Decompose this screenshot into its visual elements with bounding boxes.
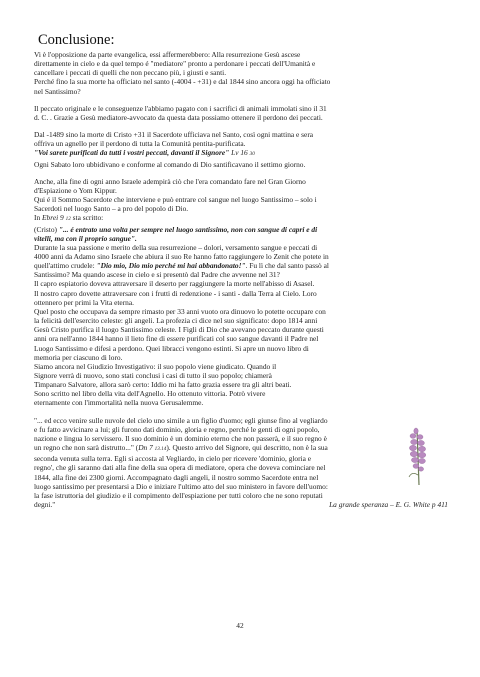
text-line: ottennero per primi la Vita eterna. [34,297,134,307]
text-fragment: . Fu lì che dal santo passò al [245,261,329,271]
text-line: luogo santissimo per presentarsi a Dio e iniziare l'ultimo atto del suo ministero in favore dell'uomo: [34,481,328,491]
text-line: e fu fatto avvicinare a lui; gli furono dati dominio, gloria e regno, perché le genti di ogni popolo, [34,424,320,434]
quote-line [34,261,448,270]
page-number: 42 [236,621,244,630]
bible-quote: "Voi sarete purificati da tutti i vostri peccati, davanti il Signore" [34,148,230,158]
blossom [414,428,418,434]
blossom [418,467,423,471]
document-page [34,32,448,509]
blossom [417,435,423,440]
text-line [34,500,448,509]
blossom [418,440,425,445]
text-line: la felicità dell'esercito celeste: gli angeli. La profezia ci dice nel suo significato: dopo 1814 anni [34,316,318,326]
text-line: 4000 anni da Adamo sino Israele che abiura il suo Re hanno fatto raggiungere lo Zenit che potete in [34,251,329,261]
text-line: seconda venuta sulla terra. Egli si accosta al Vegliardo, in cielo per ricevere 'dominio, gloria e [34,454,312,464]
text-line: Timpanaro Salvatore, allora sarò certo: Iddio mi ha fatto grazia essere tra gli altri beati. [34,380,292,390]
text-line: anni ora nell'anno 1844 hanno il lieto fine di essere purificati col suo sangue davanti il Padre nel [34,334,319,344]
text-line: Sono scritto nel libro della vita dell'Agnello. Ho ottenuto vittoria. Potrò vivere [34,389,266,399]
spacer [34,96,448,104]
bible-reference: Lv 16 [231,148,248,158]
text-line: Il capro espiatorio doveva attraversare il deserto per raggiungere la morte nell'abisso di Asasel. [34,279,315,289]
flower-leaf [409,473,418,477]
text-line: Il nostro capro dovette attraversare con i frutti di redenzione - i santi - dalla Terra al Cielo. Loro [34,288,317,298]
blossom [410,434,416,439]
text-line: offriva un agnello per il perdono di tutta la Comunità pentita-purificata. [34,139,246,149]
text-line: memoria per ciascuno di loro. [34,352,123,362]
quote-line [34,225,448,234]
spacer [34,122,448,130]
bible-quote: "Dio mio, Dio mio perché mi hai abbandonato!" [96,261,246,271]
text-line: regno', che gli saranno dati alla fine della sua opera di mediatore, opera che doveva cominciare nel [34,463,326,473]
flower-spike-illustration [404,425,430,485]
text-line: "... ed ecco venire sulle nuvole del cielo uno simile a un figlio d'uomo; egli giunse fino al vegliardo [34,415,328,425]
text-line: Ogni Sabato loro ubbidivano e conforme al comando di Dio santificavano il settimo giorno. [34,159,306,169]
blossom [418,452,426,458]
text-line: Qui é il Sommo Sacerdote che interviene e può entrare col sangue nel luogo Santissimo – solo i [34,195,317,205]
text-line: nel Santissimo? [34,86,81,96]
text-fragment: un regno che non sarà distrutto..." ( [34,443,139,453]
text-line: direttamente in cielo e da quel tempo é "mediatore" pronto a perdonare i peccati dell'Umanità e [34,59,316,69]
text-line: Santissimo? Ma quando ascese in cielo e si presentò dal Padre che avvenne nel 31? [34,270,280,280]
text-line: d. C. . Grazie a Gesù mediatore-avvocato da questa data possiamo ottenere il perdono dei peccati. [34,112,323,122]
spacer [34,169,448,177]
text-line: Gesù Cristo purifica il luogo Santissimo celeste. I Figli di Dio che avevano peccato durante questi [34,325,324,335]
bible-quote: "... é entrato una volta per sempre nel luogo santissimo, non con sangue di capri e di [58,224,318,234]
quote-line [34,148,448,159]
text-line: Luogo Santissimo e difesi a perdono. Quei libracci vengono estinti. Si apre un nuovo libro di [34,343,309,353]
text-line: Il peccato originale e le conseguenze l'abbiamo pagato con i sacrifici di animali immolati sino il 31 [34,103,327,113]
blossom [419,458,426,463]
text-line: d'Espiazione o Yom Kippur. [34,185,117,195]
text-line [34,213,448,224]
text-line: Durante la sua passione e merito della sua resurrezione – dolori, versamento sangue e peccati di [34,242,318,252]
bible-quote: vitelli, ma con il proprio sangue". [34,233,137,243]
text-fragment: ). Questo arrivo del Signore, qui descritto, non è la sua [166,443,328,453]
text-line: 1844, alla fine dei 2300 giorni. Accompagnato dagli angeli, il nostro sommo Sacerdote entra nel [34,472,319,482]
page-title: Conclusione: [38,32,115,48]
text-line: Dal -1489 sino la morte di Cristo +31 il Sacerdote ufficiava nel Santo, così ogni mattina e sera [34,130,314,140]
text-line: Quel posto che occupava da sempre rimasto per 33 anni vuoto ora dinuovo lo potette occupare con [34,306,326,316]
text-line: nazione e lingua lo servissero. Il suo dominio è un dominio eterno che non passerà, e il suo regno è [34,433,327,443]
bible-reference: Ebrei 9 [42,213,64,223]
text-line: eternamente con l'immortalità nella nuova Gerusalemme. [34,398,204,408]
spacer [34,408,448,416]
text-line: Anche, alla fine di ogni anno Israele adempirà ciò che l'era comandato fare nel Gran Giorno [34,176,306,186]
blossom [411,457,418,462]
text-line: Siamo ancora nel Giudizio Investigativo: il suo popolo viene giudicato. Quando il [34,361,277,371]
text-line: Signore verrà di nuovo, sono stati conclusi i casi di tutto il suo popolo; chiamerà [34,371,272,380]
blossom [410,451,418,457]
paragraph-white-quote [34,416,448,510]
bible-reference: Dn 7 [138,443,153,453]
bible-verse: 30 [249,151,255,158]
blossom [411,439,418,444]
paragraph-priest-service [34,130,448,169]
paragraph-original-sin [34,104,448,122]
paragraph-atonement-day [34,177,448,408]
blossom [418,446,425,452]
text-fragment: degni." [34,500,56,510]
text-line: la fase istruttoria del giudizio e il compimento dell'espiazione per tutti coloro che ne sono reputati [34,490,323,500]
text-fragment: In [34,213,41,223]
text-fragment: sta scritto: [72,213,104,223]
paragraph-opposition [34,50,448,96]
text-fragment: (Cristo) [34,224,57,234]
blossom [413,464,419,469]
bible-verse: 12 [65,216,71,223]
text-line: cancellare i peccati di quelli che non peccano più, i giusti e santi. [34,68,227,78]
text-fragment: quell'attimo crudele: [34,261,95,271]
bible-verse: 13.14 [154,446,167,453]
quote-source: La grande speranza – E. G. White p 411 [329,500,448,510]
text-line: Vi è l'opposizione da parte evangelica, essi affermerebbero: Alla resurrezione Gesù ascese [34,50,301,59]
text-line: Sacerdoti nel luogo Santo – a pro del popolo di Dio. [34,204,189,214]
text-line [34,443,448,454]
blossom [409,445,416,451]
text-line: Perché fino la sua morte ha officiato nel santo (-4004 - +31) e dal 1844 sino ancora oggi ha officiato [34,77,331,87]
